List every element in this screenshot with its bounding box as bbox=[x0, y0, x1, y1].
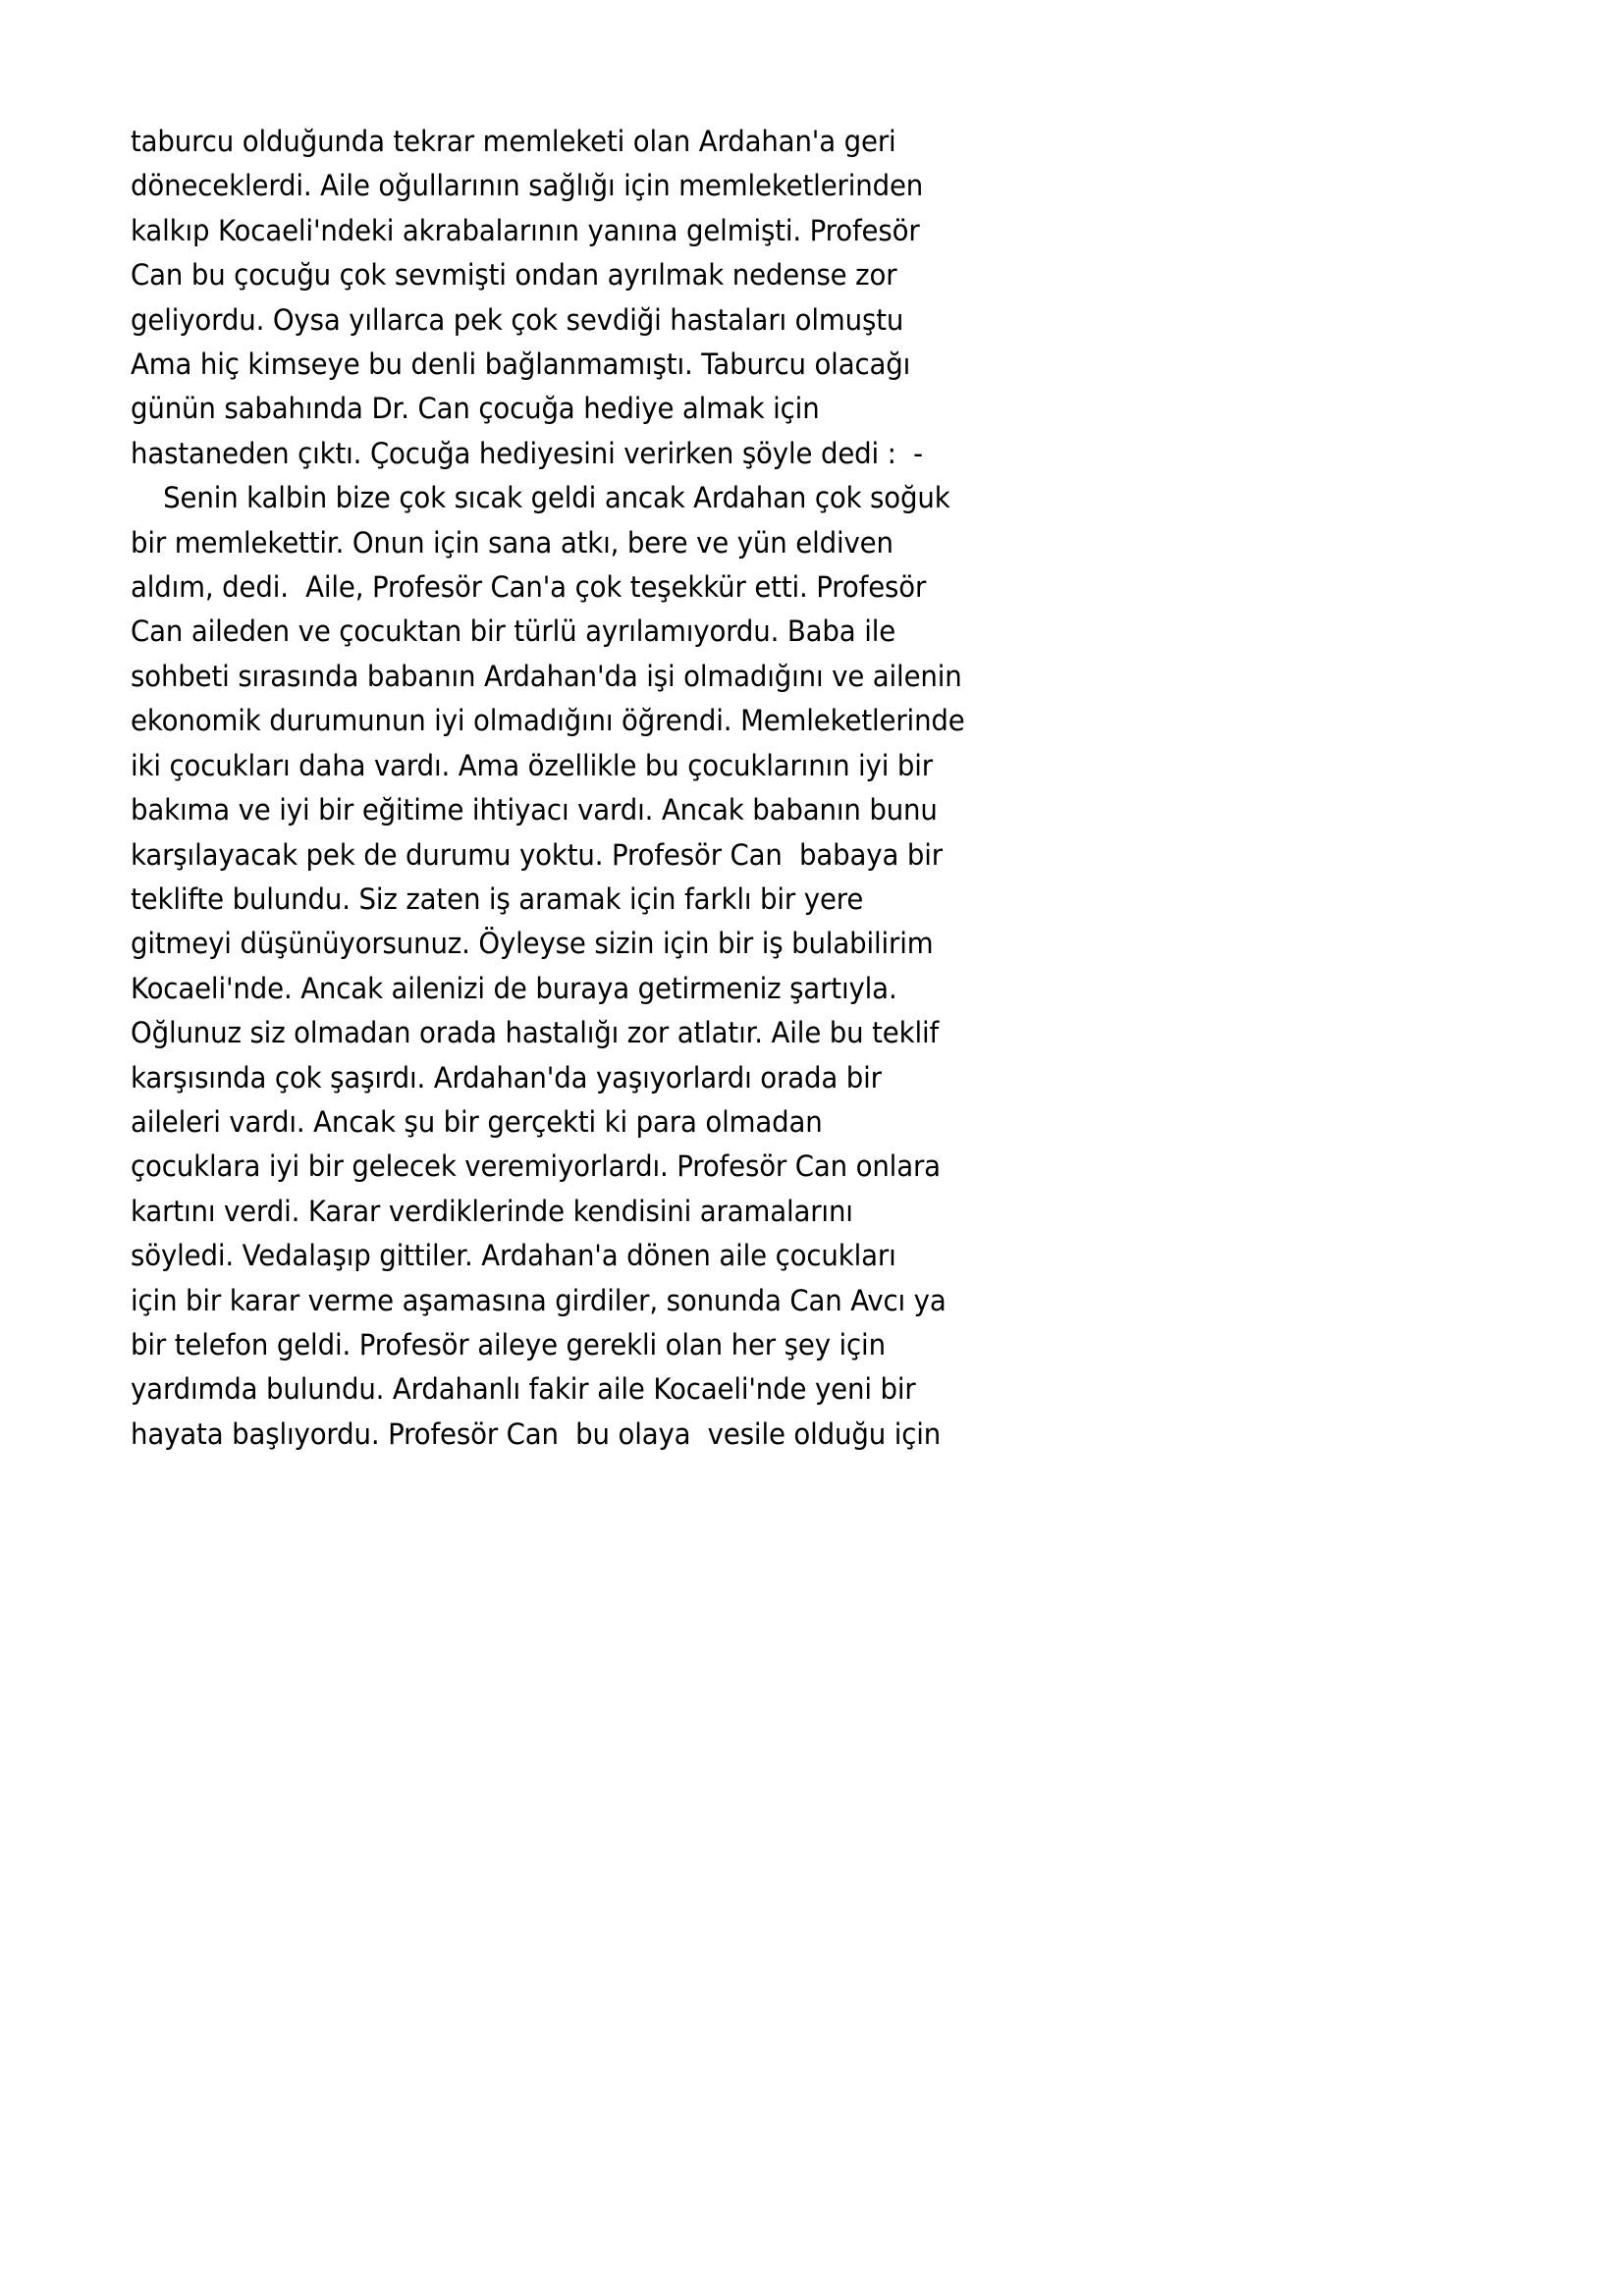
text-line: Can bu çocuğu çok sevmişti ondan ayrılmak nedense zor bbox=[131, 258, 897, 293]
text-line: Oğlunuz siz olmadan orada hastalığı zor atlatır. Aile bu teklif bbox=[131, 1016, 940, 1050]
text-line: bir memlekettir. Onun için sana atkı, bere ve yün eldiven bbox=[131, 525, 893, 560]
text-line: söyledi. Vedalaşıp gittiler. Ardahan'a dönen aile çocukları bbox=[131, 1239, 896, 1273]
text-line: döneceklerdi. Aile oğullarının sağlığı için memleketlerinden bbox=[131, 169, 924, 203]
text-line: bakıma ve iyi bir eğitime ihtiyacı vardı. Ancak babanın bunu bbox=[131, 793, 938, 828]
text-line: sohbeti sırasında babanın Ardahan'da işi olmadığını ve ailenin bbox=[131, 659, 962, 693]
text-line: teklifte bulundu. Siz zaten iş aramak için farklı bir yere bbox=[131, 881, 864, 916]
text-line: Ama hiç kimseye bu denli bağlanmamıştı. Taburcu olacağı bbox=[131, 347, 911, 382]
text-line: hayata başlıyordu. Profesör Can bu olaya vesile olduğu için bbox=[131, 1416, 942, 1451]
text-line: yardımda bulundu. Ardahanlı fakir aile Kocaeli'nde yeni bir bbox=[131, 1372, 916, 1407]
text-line: kartını verdi. Karar verdiklerinde kendisini aramalarını bbox=[131, 1194, 853, 1228]
text-line: hastaneden çıktı. Çocuğa hediyesini verirken şöyle dedi : - bbox=[131, 436, 923, 470]
text-line: aileleri vardı. Ancak şu bir gerçekti ki para olmadan bbox=[131, 1104, 823, 1139]
text-line: iki çocukları daha vardı. Ama özellikle bu çocuklarının iyi bir bbox=[131, 748, 933, 782]
text-line: için bir karar verme aşamasına girdiler, sonunda Can Avcı ya bbox=[131, 1283, 947, 1317]
text-line: geliyordu. Oysa yıllarca pek çok sevdiği hastaları olmuştu bbox=[131, 302, 904, 337]
text-line: karşısında çok şaşırdı. Ardahan'da yaşıyorlardı orada bir bbox=[131, 1060, 882, 1095]
text-line: çocuklara iyi bir gelecek veremiyorlardı. Profesör Can onlara bbox=[131, 1149, 941, 1184]
text-line: Senin kalbin bize çok sıcak geldi ancak Ardahan çok soğuk bbox=[145, 481, 950, 515]
text-line: günün sabahında Dr. Can çocuğa hediye almak için bbox=[131, 392, 820, 426]
text-line: Kocaeli'nde. Ancak ailenizi de buraya getirmeniz şartıyla. bbox=[131, 971, 897, 1005]
text-line: ekonomik durumunun iyi olmadığını öğrendi. Memleketlerinde bbox=[131, 704, 965, 738]
text-line: taburcu olduğunda tekrar memleketi olan Ardahan'a geri bbox=[131, 125, 896, 158]
text-line: kalkıp Kocaeli'ndeki akrabalarının yanına gelmişti. Profesör bbox=[131, 213, 920, 247]
text-line: gitmeyi düşünüyorsunuz. Öyleyse sizin için bir iş bulabilirim bbox=[131, 927, 934, 961]
text-line: bir telefon geldi. Profesör aileye gerekli olan her şey için bbox=[131, 1327, 886, 1362]
text-line: Can aileden ve çocuktan bir türlü ayrılamıyordu. Baba ile bbox=[131, 614, 896, 649]
text-line: aldım, dedi. Aile, Profesör Can'a çok teşekkür etti. Profesör bbox=[131, 570, 927, 605]
text-line: karşılayacak pek de durumu yoktu. Profesör Can babaya bir bbox=[131, 837, 943, 872]
document-text-body bbox=[131, 120, 995, 1457]
